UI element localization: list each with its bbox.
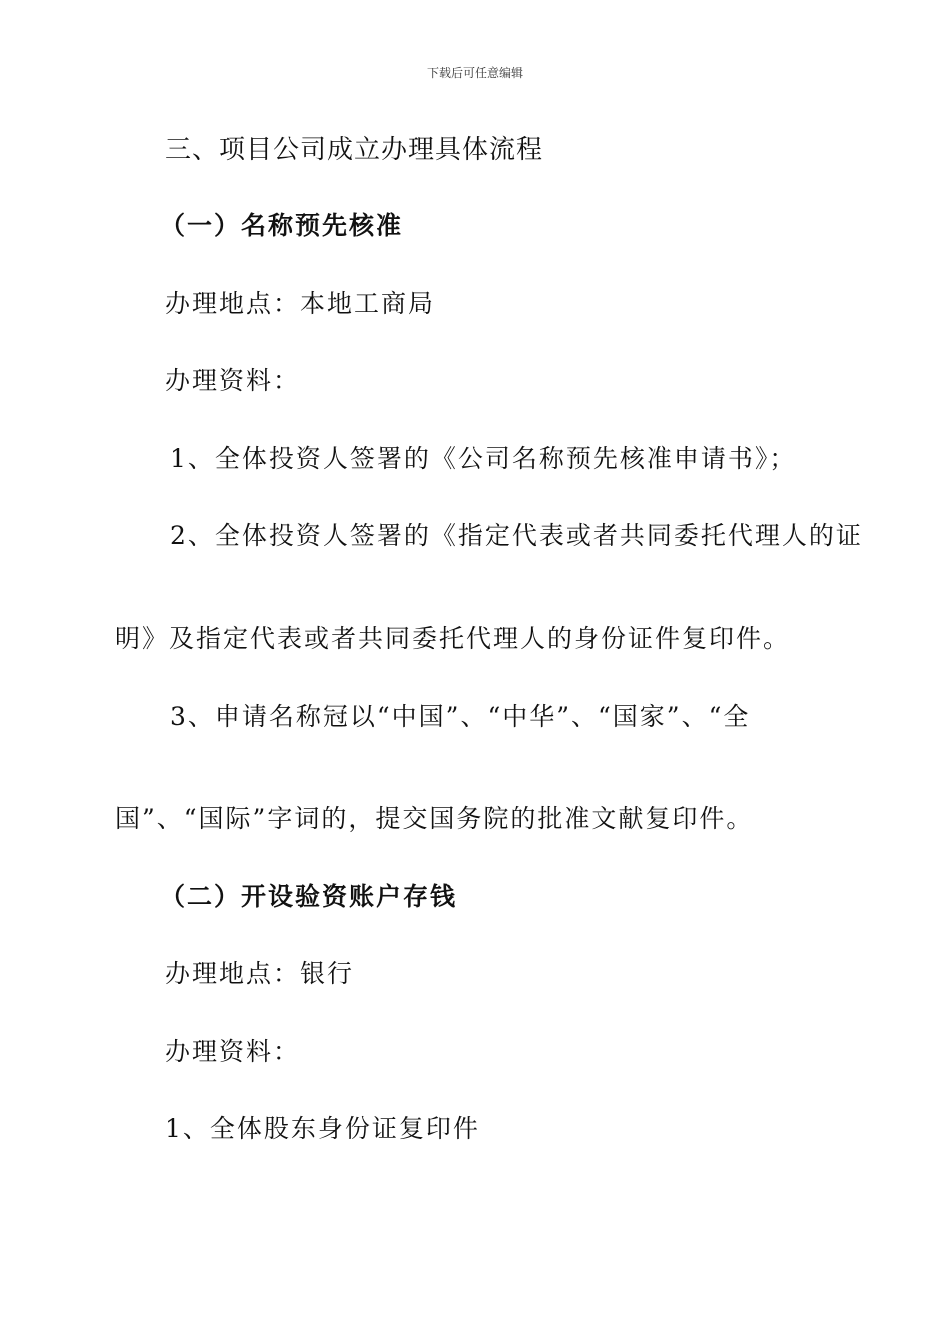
subsection-title-name-approval: （一）名称预先核准 — [160, 211, 404, 240]
material-item-2-1: 1、全体股东身份证复印件 — [165, 1114, 480, 1143]
location-line-2: 办理地点：银行 — [165, 959, 355, 988]
material-item-1-3-line2: 国”、“国际”字词的，提交国务院的批准文献复印件。 — [115, 804, 754, 833]
subsection-title-verification-account: （二）开设验资账户存钱 — [160, 882, 458, 911]
materials-label-1: 办理资料： — [165, 366, 301, 395]
material-item-1-3-line1: 3、申请名称冠以“中国”、“中华”、“国家”、“全 — [170, 702, 751, 731]
page-header-note: 下载后可任意编辑 — [426, 66, 523, 80]
material-item-1-2-line2: 明》及指定代表或者共同委托代理人的身份证件复印件。 — [115, 624, 791, 653]
materials-label-2: 办理资料： — [165, 1037, 301, 1066]
section-title: 三、项目公司成立办理具体流程 — [165, 135, 544, 165]
material-item-1-1: 1、全体投资人签署的《公司名称预先核准申请书》； — [170, 444, 797, 473]
material-item-1-2-line1: 2、全体投资人签署的《指定代表或者共同委托代理人的证 — [170, 521, 863, 550]
location-line-1: 办理地点：本地工商局 — [165, 289, 436, 318]
